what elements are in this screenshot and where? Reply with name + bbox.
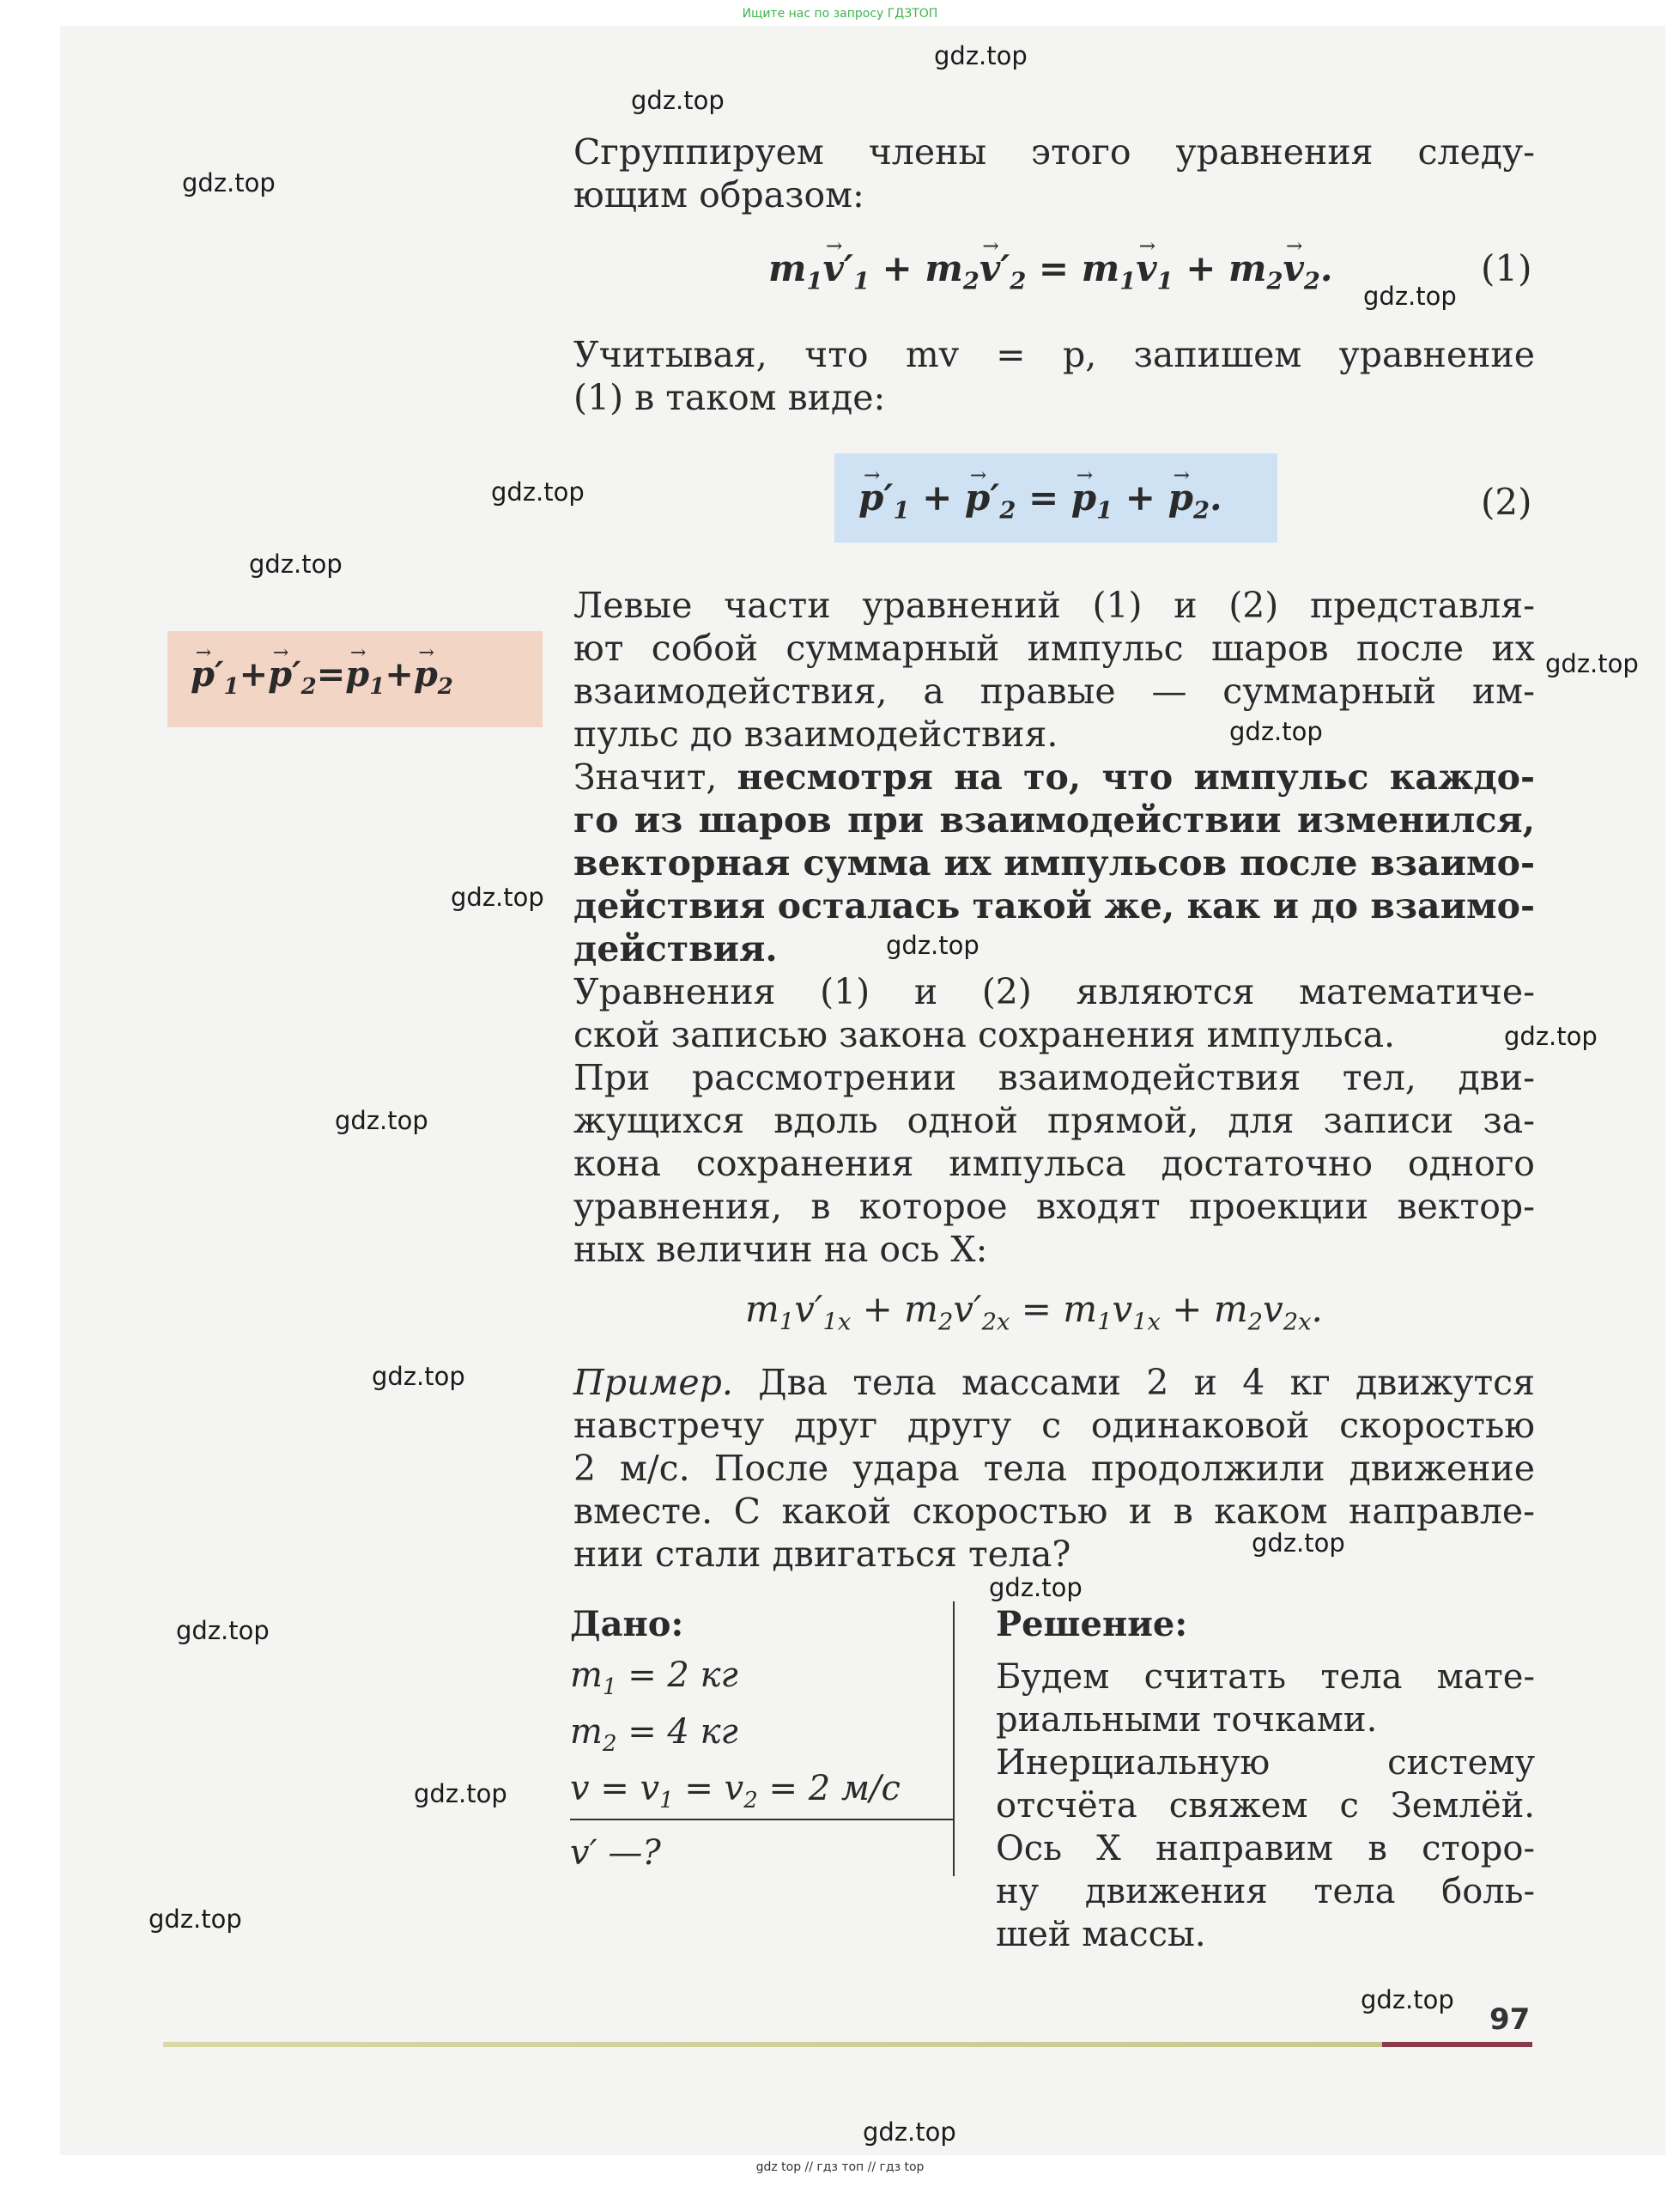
equation-1-number: (1) — [1481, 247, 1532, 289]
paragraph-considering: Учитывая, что mv = p, запишем уравнение (1) в таком виде: — [573, 334, 1535, 418]
watermark: gdz.top — [934, 41, 1028, 70]
given-v: $v = v_1 = v_2 = 2$ м/с — [570, 1769, 901, 1814]
watermark: gdz.top — [886, 931, 979, 960]
given-divider — [570, 1819, 953, 1820]
paragraph-equations-law: Уравнения (1) и (2) являются математиче- ской записью закона сохранения импульса. — [573, 971, 1535, 1055]
solution-text: Будем считать тела мате- риальными точками. Инерциальную систему отсчёта свяжем с Землёй. Ось X направим в сторо- ну движения тела боль- шей массы. — [996, 1657, 1535, 1954]
watermark: gdz.top — [491, 477, 585, 507]
watermark: gdz.top — [1504, 1022, 1598, 1051]
page-number: 97 — [1489, 2002, 1531, 2037]
given-m2: $m_2 = 4$ кг — [570, 1712, 738, 1758]
top-banner[interactable]: Ищите нас по запросу ГДЗТОП — [742, 7, 938, 21]
given-title: Дано: — [570, 1604, 684, 1644]
paragraph-left-sides: Левые части уравнений (1) и (2) представля- ют собой суммарный импульс шаров после их взаимодействия, а правые — суммарный им- пульс до взаимодействия. — [573, 585, 1535, 755]
equation-2: → $p'_1$ + → $p'_2$ = → $p_1$ + → $p_2$. — [858, 477, 1222, 525]
watermark: gdz.top — [372, 1362, 465, 1391]
given-m1: $m_1 = 2$ кг — [570, 1655, 738, 1701]
watermark: gdz.top — [1363, 282, 1457, 311]
watermark: gdz.top — [182, 168, 276, 197]
paragraph-one-line: При рассмотрении взаимодействия тел, дви- жущихся вдоль одной прямой, для записи за- кона сохранения импульса достаточно одного уравнения, в которое входят проекции вектор- ных величин на ось X: — [573, 1057, 1535, 1270]
watermark: gdz.top — [631, 86, 725, 115]
watermark: gdz.top — [249, 550, 343, 579]
bottom-rule — [163, 2042, 1382, 2047]
solution-title: Решение: — [996, 1604, 1188, 1644]
watermark: gdz.top — [1229, 717, 1323, 746]
find-value: v′ —? — [570, 1833, 661, 1873]
given-solution-divider — [953, 1601, 955, 1876]
watermark: gdz.top — [863, 2117, 956, 2147]
equation-1: $m_1\to v'_1 + m_2\to v'_2 = m_1\to v_1 + m_2\to v_2$. — [768, 247, 1333, 295]
footer-links[interactable]: gdz top // гдз топ // гдз top — [755, 2160, 925, 2174]
watermark: gdz.top — [176, 1616, 270, 1645]
watermark: gdz.top — [335, 1106, 428, 1135]
margin-formula: → $p'_1+\to p'_2=\to p_1+\to p_2$ — [191, 654, 453, 700]
watermark: gdz.top — [989, 1573, 1083, 1602]
watermark: gdz.top — [1545, 649, 1639, 678]
given-values — [570, 1653, 901, 1823]
paragraph-group-terms: Сгруппируем члены этого уравнения следу- ющим образом: — [573, 131, 1535, 216]
bottom-rule-accent — [1382, 2042, 1532, 2047]
equation-projection: $m_1v'_{1x} + m_2v'_{2x} = m_1v_{1x} + m_2v_{2x}$. — [745, 1288, 1323, 1336]
watermark: gdz.top — [1252, 1528, 1345, 1558]
paragraph-example: Пример. Два тела массами 2 и 4 кг движутся навстречу друг другу с одинаковой скоростью 2 м/с. После удара тела продолжили движение вместе. С какой скоростью и в каком направле- нии стали двигаться тела? — [573, 1362, 1535, 1575]
watermark: gdz.top — [149, 1905, 242, 1934]
watermark: gdz.top — [451, 883, 544, 912]
watermark: gdz.top — [414, 1779, 507, 1808]
paragraph-conclusion: Значит, несмотря на то, что импульс каждо- го из шаров при взаимодействии изменился, векторная сумма их импульсов после взаимо- действия осталась такой же, как и до взаимо- действия. — [573, 756, 1536, 969]
equation-2-number: (2) — [1481, 481, 1532, 523]
watermark: gdz.top — [1361, 1985, 1454, 2014]
